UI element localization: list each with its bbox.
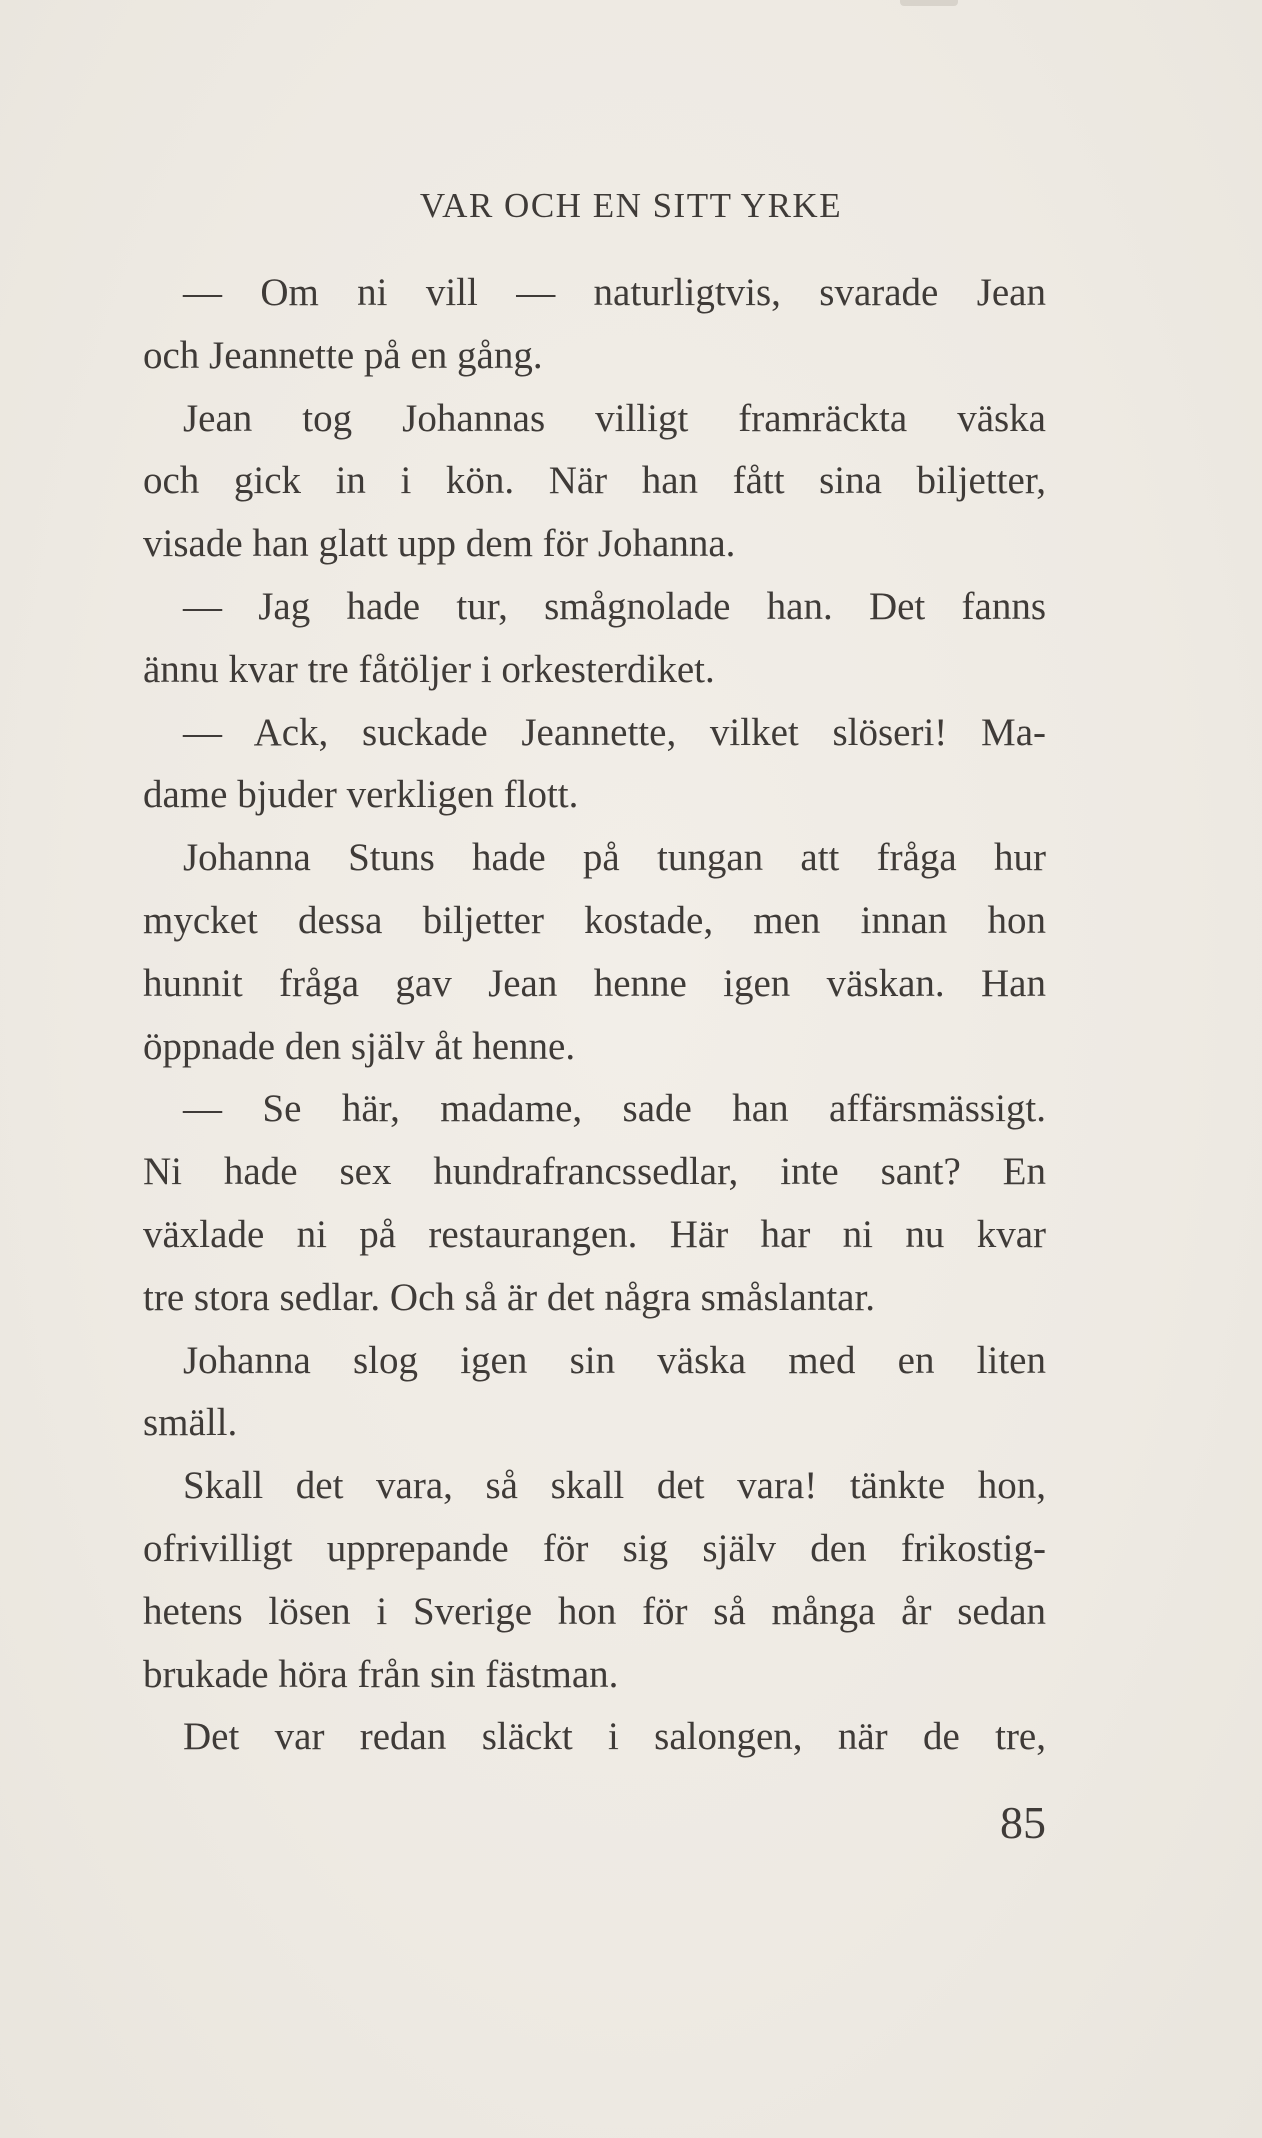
text-line: hetens lösen i Sverige hon för så många år sedan [143, 1589, 1046, 1633]
text-line: växlade ni på restaurangen. Här har ni nu kvar [143, 1212, 1046, 1256]
text-line: brukade höra från sin fästman. [143, 1652, 619, 1696]
text-line: tre stora sedlar. Och så är det några småslantar. [143, 1275, 876, 1319]
text-line: dame bjuder verkligen flott. [143, 773, 579, 817]
text-line: Ni hade sex hundrafrancssedlar, inte sant? En [143, 1150, 1046, 1194]
text-line: och Jeannette på en gång. [143, 333, 543, 377]
text-line: hunnit fråga gav Jean henne igen väskan. Han [143, 961, 1046, 1005]
page-edge-mark [900, 0, 958, 6]
text-line: ännu kvar tre fåtöljer i orkesterdiket. [143, 647, 715, 691]
text-line: — Jag hade tur, smågnolade han. Det fanns [183, 584, 1046, 628]
text-line: smäll. [143, 1401, 238, 1445]
text-line: Johanna Stuns hade på tungan att fråga hur [183, 836, 1046, 880]
text-line: öppnade den själv åt henne. [143, 1024, 576, 1068]
text-line: Johanna slog igen sin väska med en liten [183, 1338, 1046, 1382]
text-line: — Se här, madame, sade han affärsmässigt. [183, 1087, 1046, 1131]
text-line: — Om ni vill — naturligtvis, svarade Jean [183, 271, 1046, 314]
running-header: VAR OCH EN SITT YRKE [419, 186, 843, 225]
text-line: — Ack, suckade Jeannette, vilket slöseri! Ma- [183, 710, 1046, 754]
page-number: 85 [1000, 1797, 1046, 1848]
text-line: mycket dessa biljetter kostade, men innan hon [143, 898, 1046, 942]
text-line: och gick in i kön. När han fått sina biljetter, [143, 459, 1046, 503]
text-line: Det var redan släckt i salongen, när de tre, [183, 1715, 1046, 1759]
text-line: Jean tog Johannas villigt framräckta väska [183, 396, 1046, 440]
text-line: ofrivilligt upprepande för sig själv den frikostig- [143, 1526, 1046, 1570]
body-text [143, 262, 1046, 1769]
text-line: Skall det vara, så skall det vara! tänkte hon, [183, 1464, 1046, 1508]
text-line: visade han glatt upp dem för Johanna. [143, 522, 736, 566]
